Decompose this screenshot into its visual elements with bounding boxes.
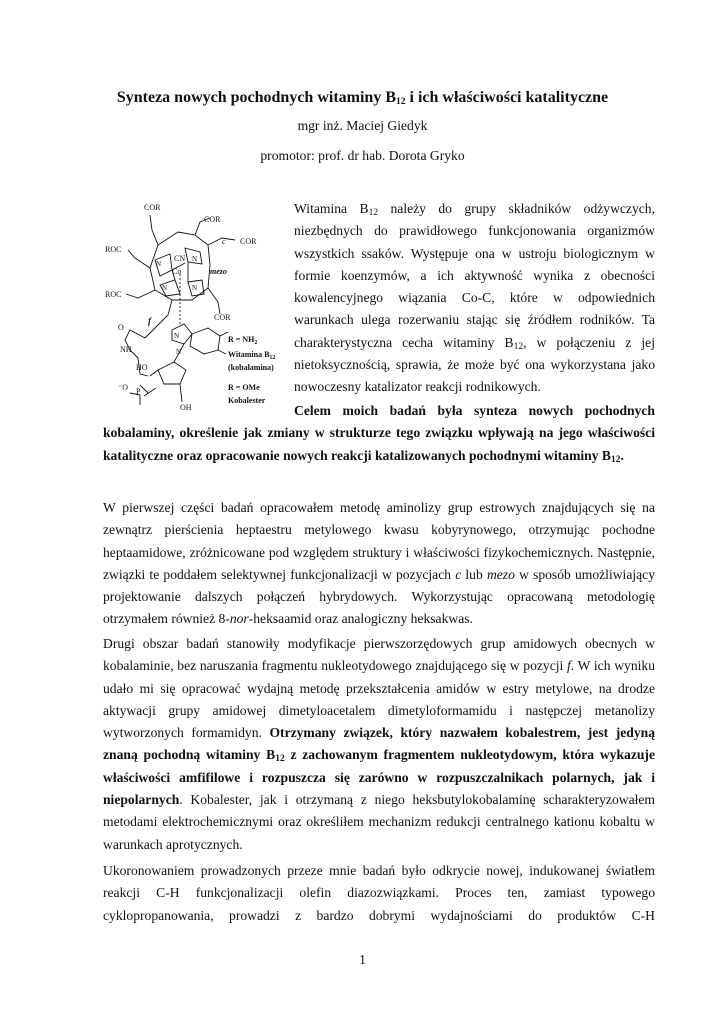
label-mezo: mezo xyxy=(210,267,227,276)
label-ho: HO xyxy=(136,363,148,372)
promotor: promotor: prof. dr hab. Dorota Gryko xyxy=(260,148,465,163)
intro-paragraph: Witamina $B_{12}$ należy do grupy składników odżywczych, niezbędnych do prawidłowego funkcjonowania organizmów wszystkich ssaków. Występuje ona w ustroju biologicznym w formie koenzymów, a ich aktywność wynika z obecności kowalencyjnego wiązania Co-C, które w odpowiednich warunkach ulega rozerwaniu stając się źródłem rodników. Ta charakterystyczna cecha witaminy $B_{12}$, w połączeniu z jej nietoksycznością, sprawia, że może być ona wykorzystana jako nowoczesny katalizator reakcji rodnikowych. xyxy=(294,201,655,395)
label-cor-3: COR xyxy=(240,237,257,246)
legend-r-nh2: R = NH xyxy=(228,335,255,344)
goal-paragraph: Celem moich badań była synteza nowych pochodnych kobalaminy, określenie jak zmiany w strukturze tego związku wpływają na jego właściwości katalityczne oraz opracowanie nowych reakcji katalizowanych pochodnymi witaminy $B_{12}$. xyxy=(103,403,655,465)
label-f: f xyxy=(148,316,151,326)
legend-kobalamina: (kobalamina) xyxy=(228,363,274,372)
label-n-4: N xyxy=(192,284,198,292)
label-cn: CN xyxy=(174,254,186,263)
label-oh: OH xyxy=(180,403,192,412)
page-number: 1 xyxy=(359,952,366,967)
page-title: Synteza nowych pochodnych witaminy $B_{12}$ i ich właściwości katalityczne xyxy=(116,89,609,107)
label-o-minus: ⁻O xyxy=(118,383,128,392)
label-nh: NH xyxy=(120,345,132,354)
label-n-2: N xyxy=(192,255,198,263)
label-cor-2: COR xyxy=(204,215,221,224)
label-roc-1: ROC xyxy=(105,245,122,254)
author: mgr inż. Maciej Giedyk xyxy=(297,118,428,133)
label-n-3: N xyxy=(162,284,168,292)
label-cor-4: COR xyxy=(214,313,231,322)
paragraph-2: W pierwszej części badań opracowałem metodę aminolizy grup estrowych znajdujących się na zewnątrz pierścienia heptaestru metylowego kwasu kobyrynowego, otrzymując pochodne heptaamidowe, zróżnicowane pod względem struktury i właściwości fizykochemicznych. Następnie, związki te poddałem selektywnej funkcjonalizacji w pozycjach c lub mezo w sposób umożliwiający projektowanie dalszych połączeń hybrydowych. Wykorzystując opracowaną metodologię otrzymałem również 8-nor-heksaamid oraz analogiczny heksakwas. xyxy=(103,500,655,627)
label-c: c xyxy=(222,237,226,246)
paragraph-3: Drugi obszar badań stanowiły modyfikacje pierwszorzędowych grup amidowych obecnych w kobalaminie, bez naruszania fragmentu nukleotydowego znajdującego się w pozycji f. W ich wyniku udało mi się opracować wydajną metodę przekształcenia amidów w estry metylowe, na drodze aktywacji grupy amidowej dimetyloacetalem dimetyloformamidu i następczej metanolizy wytworzonych formamidyn. Otrzymany związek, który nazwałem kobalestrem, jest jedyną znaną pochodną witaminy $B_{12}$ z zachowanym fragmentem nukleotydowym, która wykazuje właściwości amfifilowe i rozpuszcza się zarówno w rozpuszczalnikach polarnych, jak i niepolarnych. Kobalester, jak i otrzymaną z niego heksbutylokobalaminę scharakteryzowałem metodami elektrochemicznymi oraz określiłem mechanizm redukcji centralnego kationu kobaltu w warunkach aprotycznych. xyxy=(103,636,655,852)
label-roc-2: ROC xyxy=(105,290,122,299)
svg-text:Witamina B12: Witamina $B_{12}$ xyxy=(228,350,276,361)
label-o: O xyxy=(118,323,124,332)
label-n-6: N xyxy=(176,348,182,356)
label-co: Co xyxy=(172,267,182,276)
cobalamin-structure-figure xyxy=(100,190,285,420)
label-n-5: N xyxy=(174,332,180,340)
legend-vitamin: Witamina B xyxy=(228,350,270,359)
svg-text:R = NH2: $R = NH_2$ xyxy=(228,335,258,346)
paragraph-4: Ukoronowaniem prowadzonych przeze mnie badań było odkrycie nowej, indukowanej światłem reakcji C-H funkcjonalizacji olefin diazozwiązkami. Proces ten, zamiast typowego cyklopropanowania, prowadzi z bardzo dobrymi wydajnościami do produktów C-H xyxy=(103,863,655,923)
label-p: P xyxy=(136,387,141,396)
label-cor-1: COR xyxy=(144,203,161,212)
legend-kobalester: Kobalester xyxy=(228,396,266,405)
legend-r-ome: R = OMe xyxy=(228,383,260,392)
label-n-1: N xyxy=(156,260,162,268)
